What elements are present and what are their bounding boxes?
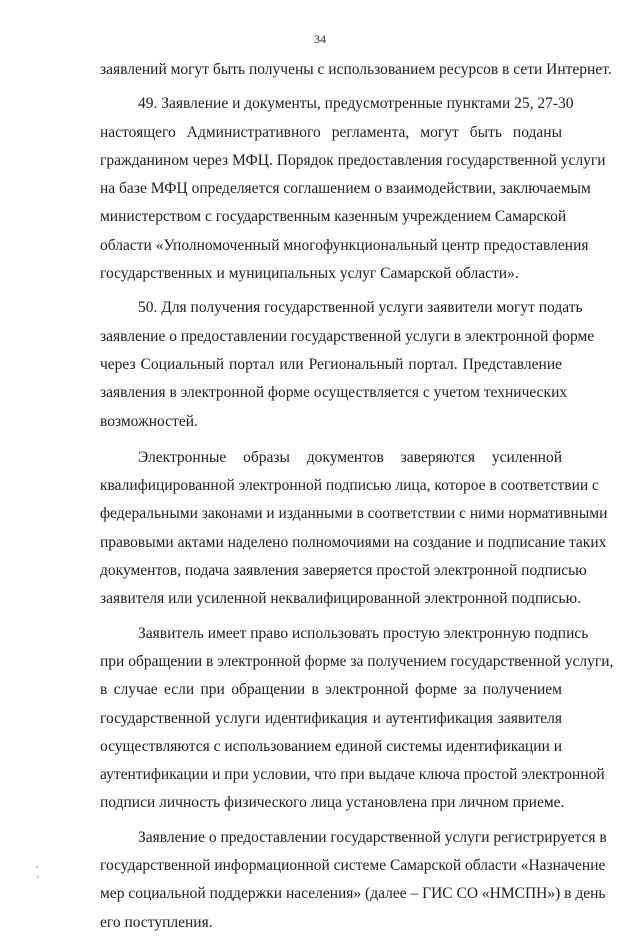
text-line: осуществляются с использованием единой системы идентификации и — [100, 737, 562, 755]
text-line: правовыми актами наделено полномочиями на создание и подписание таких — [100, 533, 607, 551]
text-line: 50. Для получения государственной услуги заявители могут подать — [138, 299, 583, 317]
text-line: 49. Заявление и документы, предусмотренные пунктами 25, 27-30 — [138, 95, 574, 113]
text-line: заявителя или усиленной неквалифицированной электронной подписью. — [100, 590, 581, 608]
text-line: государственных и муниципальных услуг Самарской области». — [100, 265, 519, 283]
text-line: в случае если при обращении в электронной форме за получением — [100, 681, 562, 699]
text-line: аутентификации и при условии, что при выдаче ключа простой электронной — [100, 766, 605, 784]
text-line: министерством с государственным казенным учреждением Самарской — [100, 208, 567, 226]
paragraph-applicant-right — [100, 620, 614, 818]
text-line: при обращении в электронной форме за получением государственной услуги, — [100, 652, 614, 670]
text-line: Заявление о предоставлении государственной услуги регистрируется в — [138, 828, 607, 846]
paragraph-registration — [100, 824, 607, 937]
paragraph-electronic-images — [100, 444, 608, 614]
text-line: Электронные образы документов заверяются усиленной — [138, 448, 562, 466]
text-line: документов, подача заявления заверяется простой электронной подписью — [100, 562, 587, 580]
text-line: заявлений могут быть получены с использованием ресурсов в сети Интернет. — [100, 61, 612, 78]
scan-speck — [37, 876, 39, 878]
text-line: Заявитель имеет право использовать простую электронную подпись — [138, 624, 589, 642]
text-line: подписи личность физического лица установлена при личном приеме. — [100, 794, 565, 812]
text-line: области «Уполномоченный многофункциональный центр предоставления — [100, 236, 589, 254]
text-line: государственной услуги идентификация и аутентификация заявителя — [100, 709, 562, 727]
paragraph-50 — [100, 294, 595, 435]
text-line: заявления в электронной форме осуществляется с учетом технических — [100, 384, 568, 402]
text-line: квалифицированной электронной подписью лица, которое в соответствии с — [100, 477, 599, 495]
text-line: мер социальной поддержки населения» (далее – ГИС СО «НМСПН») в день — [100, 885, 606, 903]
paragraph-49 — [100, 90, 606, 288]
text-line: заявление о предоставлении государственной услуги в электронной форме — [100, 327, 595, 345]
document-body — [100, 56, 614, 937]
text-line: через Социальный портал или Региональный портал. Представление — [100, 355, 562, 373]
text-line: гражданином через МФЦ. Порядок предоставления государственной услуги — [100, 151, 606, 169]
text-line: возможностей. — [100, 412, 198, 430]
text-line: его поступления. — [100, 913, 213, 931]
scan-speck — [36, 866, 38, 868]
text-line: на базе МФЦ определяется соглашением о взаимодействии, заключаемым — [100, 180, 591, 198]
text-line: федеральными законами и изданными в соответствии с ними нормативными — [100, 505, 608, 523]
page-number: 34 — [314, 32, 326, 46]
text-line: государственной информационной системе Самарской области «Назначение — [100, 857, 606, 875]
text-line: настоящего Административного регламента, могут быть поданы — [100, 123, 562, 141]
